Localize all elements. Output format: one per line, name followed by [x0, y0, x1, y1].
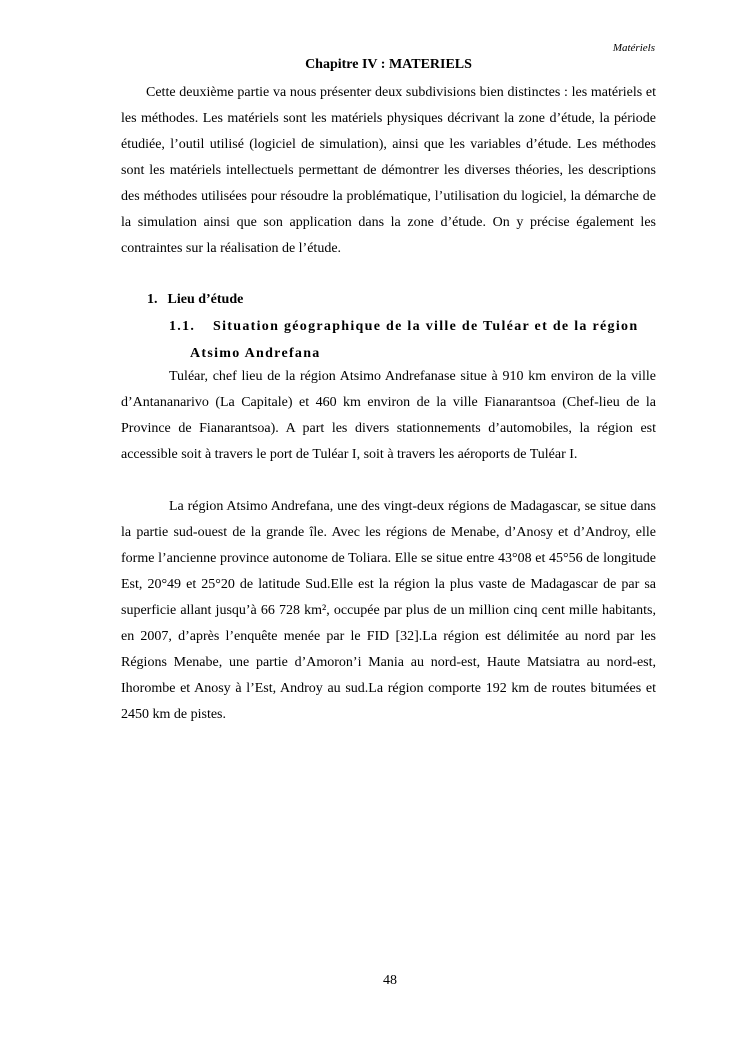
page-number: 48 [383, 973, 397, 988]
section-title: Lieu d’étude [167, 292, 244, 307]
paragraph-tulear-location: Tuléar, chef lieu de la région Atsimo Andrefanase situe à 910 km environ de la ville d’Antananarivo (La Capitale) et 460 km environ de la ville Fianarantsoa (Chef-lieu de la Province de Fianarantsoa). A part les divers stationnements d’automobiles, la région est accessible soit à travers le port de Tuléar I, soit à travers les aéroports de Tuléar I. [121, 369, 656, 462]
subsection-title-line1: Situation géographique de la ville de Tuléar et de la région [213, 319, 639, 334]
subsection-number: 1.1. [169, 319, 196, 334]
subsection-title-line2: Atsimo Andrefana [190, 346, 321, 361]
subsection-heading [169, 313, 656, 367]
section-heading [147, 287, 243, 313]
section-number: 1. [147, 292, 158, 307]
running-header: Matériels [612, 42, 655, 54]
intro-paragraph: Cette deuxième partie va nous présenter deux subdivisions bien distinctes : les matériels et les méthodes. Les matériels sont les matériels physiques décrivant la zone d’étude, la période étudiée, l’outil utilisé (logiciel de simulation), ainsi que les variables d’étude. Les méthodes sont les matériels intellectuels permettant de démontrer les diverses théories, les descriptions des méthodes utilisées pour résoudre la problématique, l’utilisation du logiciel, la démarche de la simulation ainsi que son application dans la zone d’étude. On y précise également les contraintes sur la réalisation de l’étude. [121, 85, 656, 256]
chapter-title: Chapitre IV : MATERIELS [305, 57, 472, 72]
paragraph-atsimo-andrefana: La région Atsimo Andrefana, une des vingt-deux régions de Madagascar, se situe dans la partie sud-ouest de la grande île. Avec les régions de Menabe, d’Anosy et d’Androy, elle forme l’ancienne province autonome de Toliara. Elle se situe entre 43°08 et 45°56 de longitude Est, 20°49 et 25°20 de latitude Sud.Elle est la région la plus vaste de Madagascar de par sa superficie allant jusqu’à 66 728 km², occupée par plus de un million cinq cent mille habitants, en 2007, d’après l’enquête menée par le FID [32].La région est délimitée au nord par les Régions Menabe, une partie d’Amoron’i Mania au nord-est, Haute Matsiatra au nord-est, Ihorombe et Anosy à l’Est, Androy au sud.La région comporte 192 km de routes bitumées et 2450 km de pistes. [121, 499, 656, 722]
